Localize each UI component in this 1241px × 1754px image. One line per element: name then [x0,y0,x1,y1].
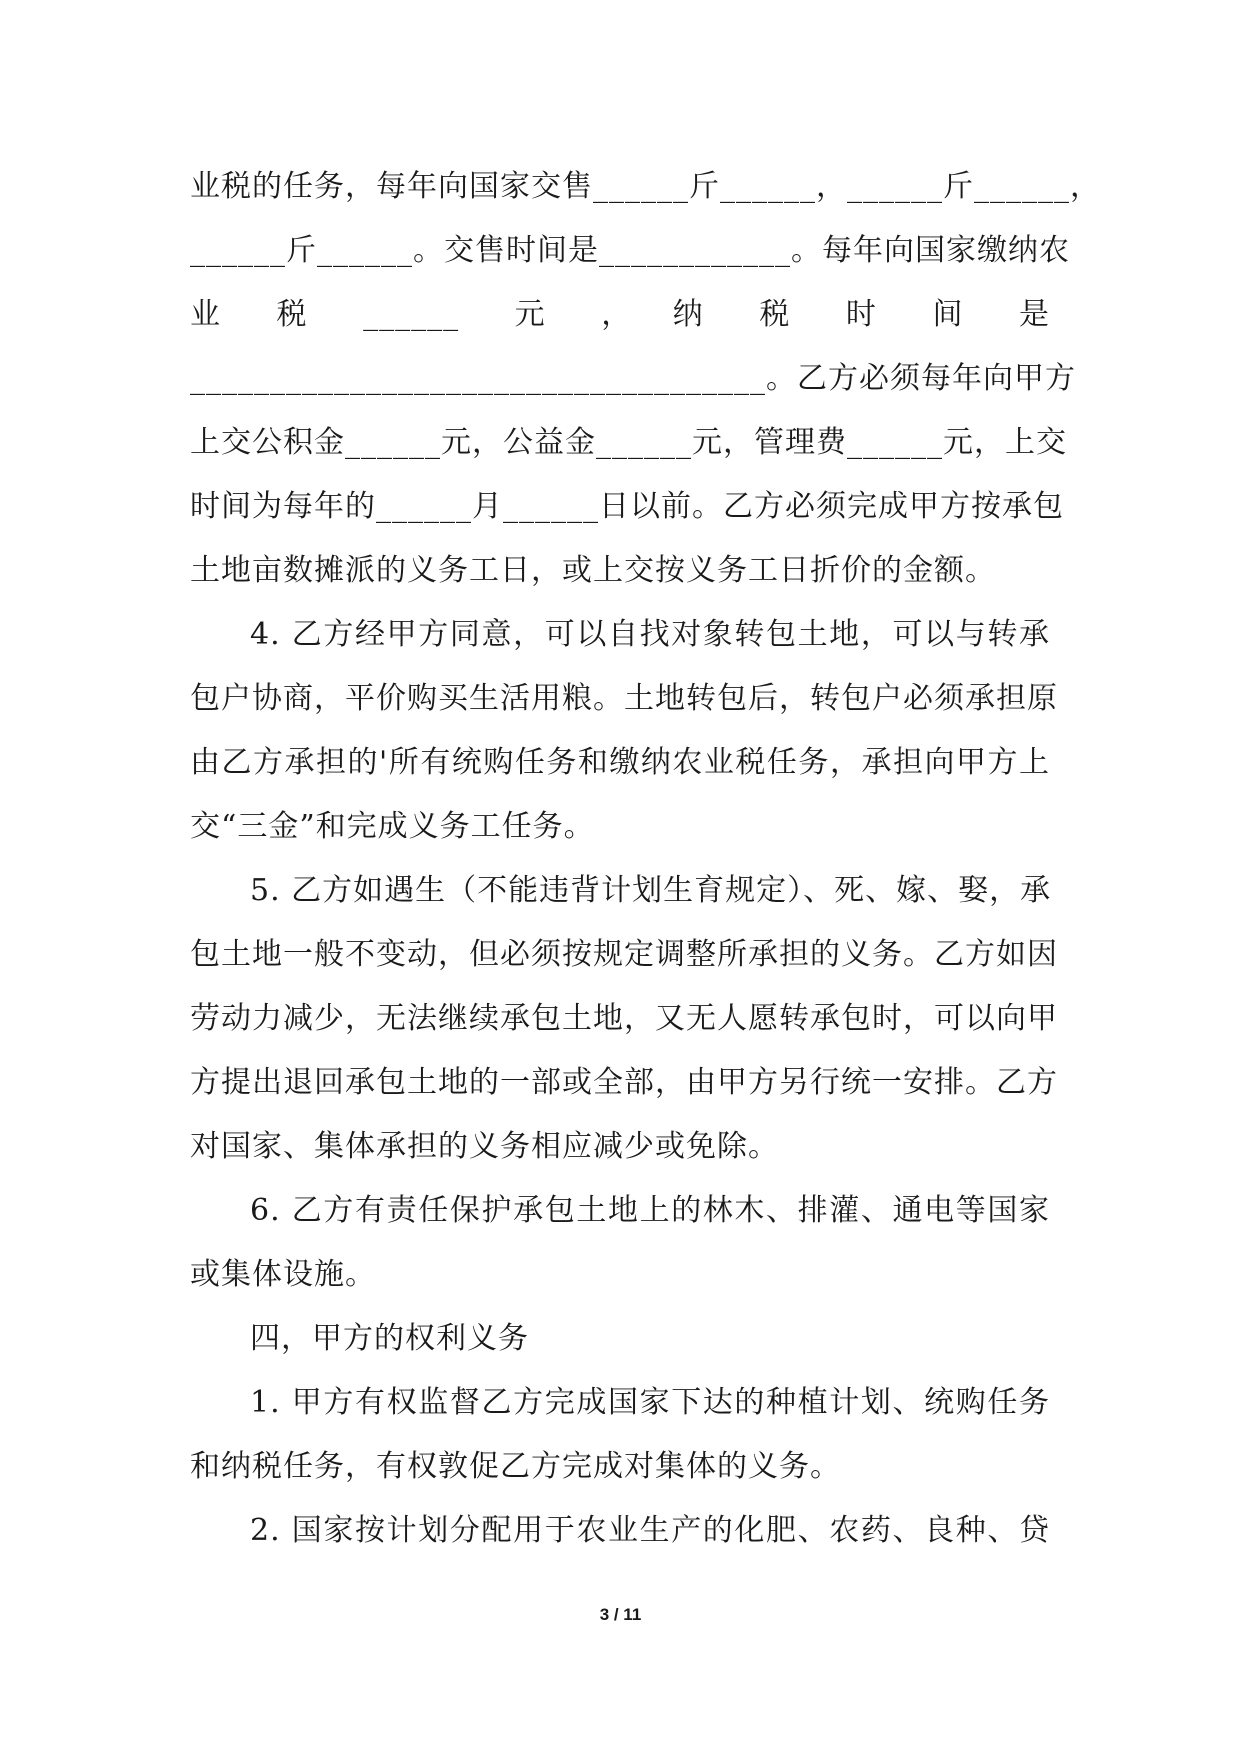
page-number: 3 / 11 [599,1605,642,1624]
text-line: ______斤______。交售时间是____________。每年向国家缴纳农 [190,233,1070,268]
section-heading: 四，甲方的权利义务 [250,1321,529,1356]
clause-2-line: 2. 国家按计划分配用于农业生产的化肥、农药、良种、贷 [250,1513,1050,1548]
text-line: 土地亩数摊派的义务工日，或上交按义务工日折价的金额。 [190,553,996,588]
text-line: 上交公积金______元，公益金______元，管理费______元，上交 [190,425,1067,460]
text-line: 和纳税任务，有权敦促乙方完成对集体的义务。 [190,1449,841,1484]
text-line: 对国家、集体承担的义务相应减少或免除。 [190,1129,779,1164]
clause-5-line: 5. 乙方如遇生（不能违背计划生育规定）、死、嫁、娶，承 [250,873,1052,908]
text-line: ____________________________________。乙方必须每年向甲方 [190,361,1076,396]
clause-1-line: 1. 甲方有权监督乙方完成国家下达的种植计划、统购任务 [250,1385,1050,1420]
text-line: 包土地一般不变动，但必须按规定调整所承担的义务。乙方如因 [190,937,1058,972]
clause-4-line: 4. 乙方经甲方同意，可以自找对象转包土地，可以与转承 [250,617,1050,652]
text-line: 业税的任务，每年向国家交售______斤______，______斤______， [190,169,1101,204]
text-line: 业 税 ______ 元 ， 纳 税 时 间 是 [190,297,1050,332]
text-line: 交“三金”和完成义务工任务。 [190,809,595,844]
clause-6-line: 6. 乙方有责任保护承包土地上的林木、排灌、通电等国家 [250,1193,1050,1228]
text-line: 由乙方承担的'所有统购任务和缴纳农业税任务，承担向甲方上 [190,745,1050,780]
text-line: 包户协商，平价购买生活用粮。土地转包后，转包户必须承担原 [190,681,1058,716]
text-line: 劳动力减少，无法继续承包土地，又无人愿转承包时，可以向甲 [190,1001,1058,1036]
text-line: 时间为每年的______月______日以前。乙方必须完成甲方按承包 [190,489,1064,524]
text-line: 方提出退回承包土地的一部或全部，由甲方另行统一安排。乙方 [190,1065,1058,1100]
document-body [190,155,1101,1563]
text-line: 或集体设施。 [190,1257,376,1292]
